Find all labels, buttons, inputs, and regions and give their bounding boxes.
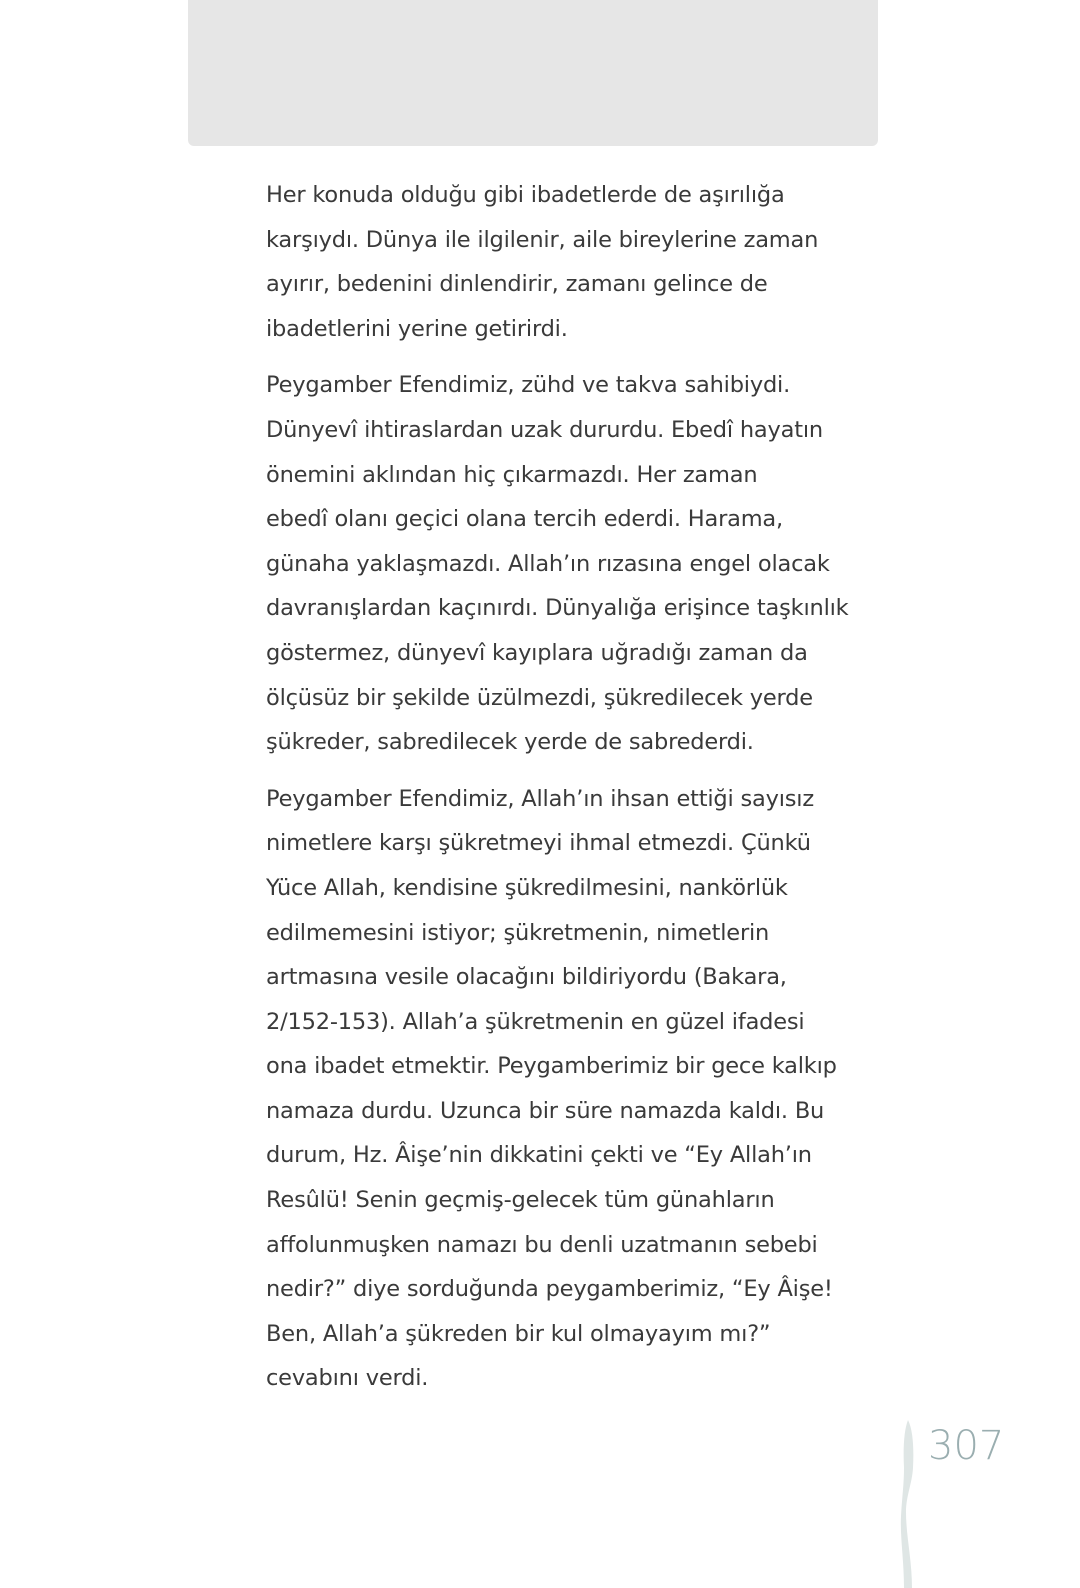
text-line: Dünyevî ihtiraslardan uzak dururdu. Ebedî hayatın — [266, 416, 823, 443]
text-line: Yüce Allah, kendisine şükredilmesini, nankörlük — [266, 874, 788, 901]
text-line: cevabını verdi. — [266, 1365, 429, 1392]
paragraph-2 — [266, 363, 849, 764]
text-line: Peygamber Efendimiz, Allah’ın ihsan ettiği sayısız — [266, 785, 814, 812]
text-line: davranışlardan kaçınırdı. Dünyalığa erişince taşkınlık — [266, 595, 849, 622]
text-line: nedir?” diye sorduğunda peygamberimiz, “Ey Âişe! — [266, 1276, 833, 1303]
text-line: ibadetlerini yerine getirirdi. — [266, 315, 568, 342]
text-line: ölçüsüz bir şekilde üzülmezdi, şükredilecek yerde — [266, 684, 813, 711]
text-line: namaza durdu. Uzunca bir süre namazda kaldı. Bu — [266, 1097, 825, 1124]
text-line: edilmemesini istiyor; şükretmenin, nimetlerin — [266, 919, 770, 946]
paragraph-1 — [266, 173, 826, 351]
text-line: göstermez, dünyevî kayıplara uğradığı zaman da — [266, 639, 808, 666]
text-line: artmasına vesile olacağını bildiriyordu (Bakara, — [266, 964, 787, 991]
text-line: ayırır, bedenini dinlendirir, zamanı gelince de — [266, 271, 768, 298]
header-band — [188, 0, 878, 146]
page-number: 307 — [928, 1423, 1005, 1469]
text-line: Her konuda olduğu gibi ibadetlerde de aşırılığa — [266, 182, 785, 208]
body-text — [266, 173, 849, 1413]
text-line: ona ibadet etmektir. Peygamberimiz bir gece kalkıp — [266, 1053, 837, 1080]
text-line: önemini aklından hiç çıkarmazdı. Her zaman — [266, 461, 758, 488]
text-line: günaha yaklaşmazdı. Allah’ın rızasına engel olacak — [266, 550, 830, 577]
page-marker-ornament — [898, 1420, 918, 1588]
text-line: Peygamber Efendimiz, zühd ve takva sahibiydi. — [266, 372, 791, 399]
text-line: Resûlü! Senin geçmiş-gelecek tüm günahların — [266, 1187, 775, 1214]
text-line: karşıydı. Dünya ile ilgilenir, aile bireylerine zaman — [266, 226, 819, 253]
text-line: durum, Hz. Âişe’nin dikkatini çekti ve “Ey Allah’ın — [266, 1142, 812, 1169]
text-line: 2/152-153). Allah’a şükretmenin en güzel ifadesi — [266, 1008, 805, 1035]
text-line: nimetlere karşı şükretmeyi ihmal etmezdi. Çünkü — [266, 830, 811, 857]
text-line: şükreder, sabredilecek yerde de sabrederdi. — [266, 729, 754, 756]
text-line: ebedî olanı geçici olana tercih ederdi. Harama, — [266, 506, 783, 533]
paragraph-3 — [266, 777, 837, 1401]
text-line: affolunmuşken namazı bu denli uzatmanın sebebi — [266, 1231, 818, 1258]
text-line: Ben, Allah’a şükreden bir kul olmayayım mı?” — [266, 1320, 771, 1347]
